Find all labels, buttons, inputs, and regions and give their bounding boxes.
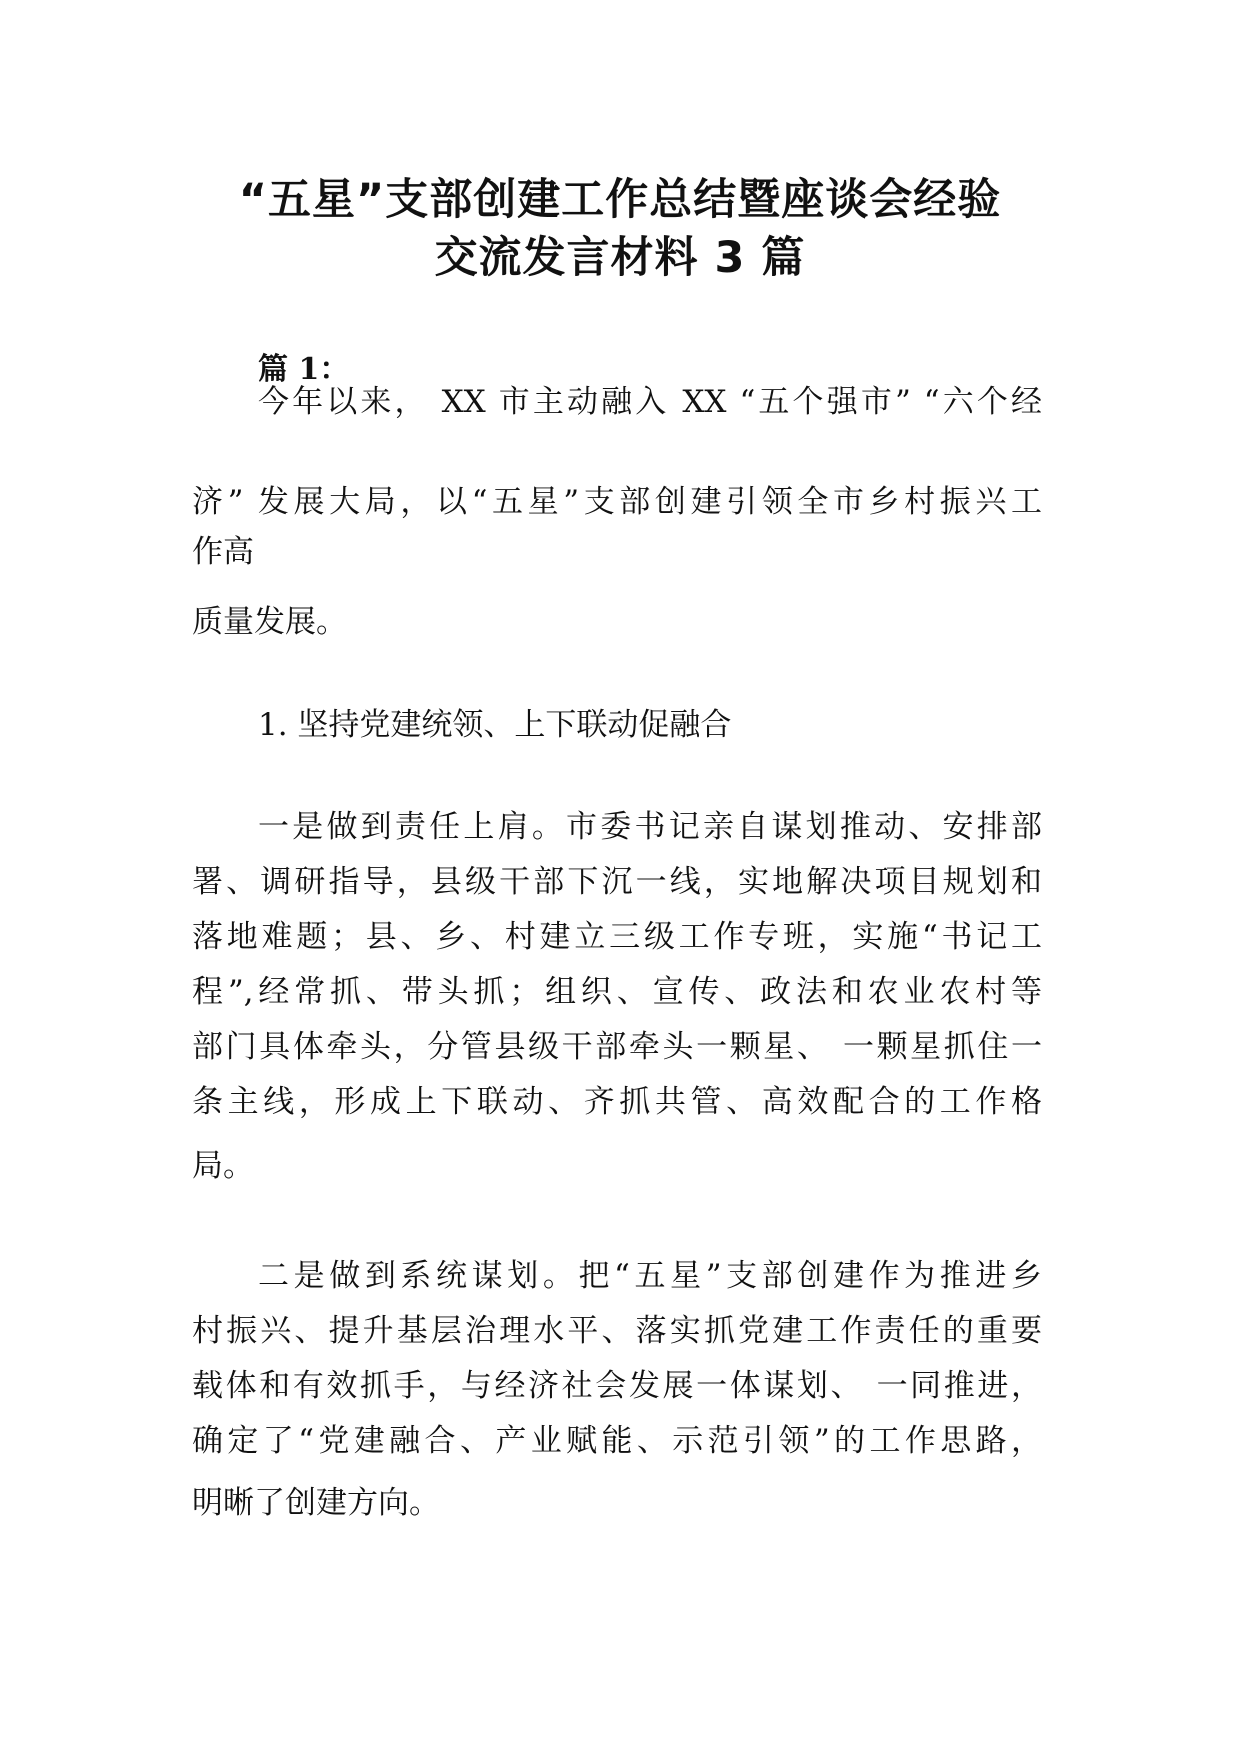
intro-line-3: 作高 (192, 534, 254, 570)
intro-line-4: 质量发展。 (192, 604, 347, 640)
document-title-line-2: 交流发言材料 3 篇 (434, 233, 806, 283)
paragraph-2-line-5: 明晰了创建方向。 (192, 1485, 440, 1521)
paragraph-2-line-1: 二是做到系统谋划。把“五星”支部创建作为推进乡 (258, 1258, 1042, 1294)
subheading-1: 1. 坚持党建统领、上下联动促融合 (258, 707, 732, 743)
paragraph-1-line-1: 一是做到责任上肩。市委书记亲自谋划推动、安排部 (258, 809, 1042, 845)
paragraph-1-line-2: 署、调研指导，县级干部下沉一线，实地解决项目规划和 (192, 864, 1042, 900)
paragraph-2-line-4: 确定了“党建融合、产业赋能、示范引领”的工作思路， (192, 1423, 1042, 1459)
paragraph-1-line-7: 局。 (192, 1148, 254, 1184)
paragraph-1-line-6: 条主线，形成上下联动、齐抓共管、高效配合的工作格 (192, 1084, 1042, 1120)
paragraph-1-line-4: 程”,经常抓、带头抓；组织、宣传、政法和农业农村等 (192, 974, 1042, 1010)
section-heading: 篇 1： (258, 352, 350, 387)
intro-line-2: 济” 发展大局，以“五星”支部创建引领全市乡村振兴工 (192, 484, 1042, 520)
document-title-line-1: “五星”支部创建工作总结暨座谈会经验 (238, 175, 1002, 225)
paragraph-2-line-2: 村振兴、提升基层治理水平、落实抓党建工作责任的重要 (192, 1313, 1042, 1349)
paragraph-1-line-3: 落地难题；县、乡、村建立三级工作专班，实施“书记工 (192, 919, 1042, 955)
intro-line-1: 今年以来， XX 市主动融入 XX “五个强市” “六个经 (258, 384, 1042, 420)
paragraph-1-line-5: 部门具体牵头，分管县级干部牵头一颗星、 一颗星抓住一 (192, 1029, 1042, 1065)
paragraph-2-line-3: 载体和有效抓手，与经济社会发展一体谋划、 一同推进， (192, 1368, 1042, 1404)
